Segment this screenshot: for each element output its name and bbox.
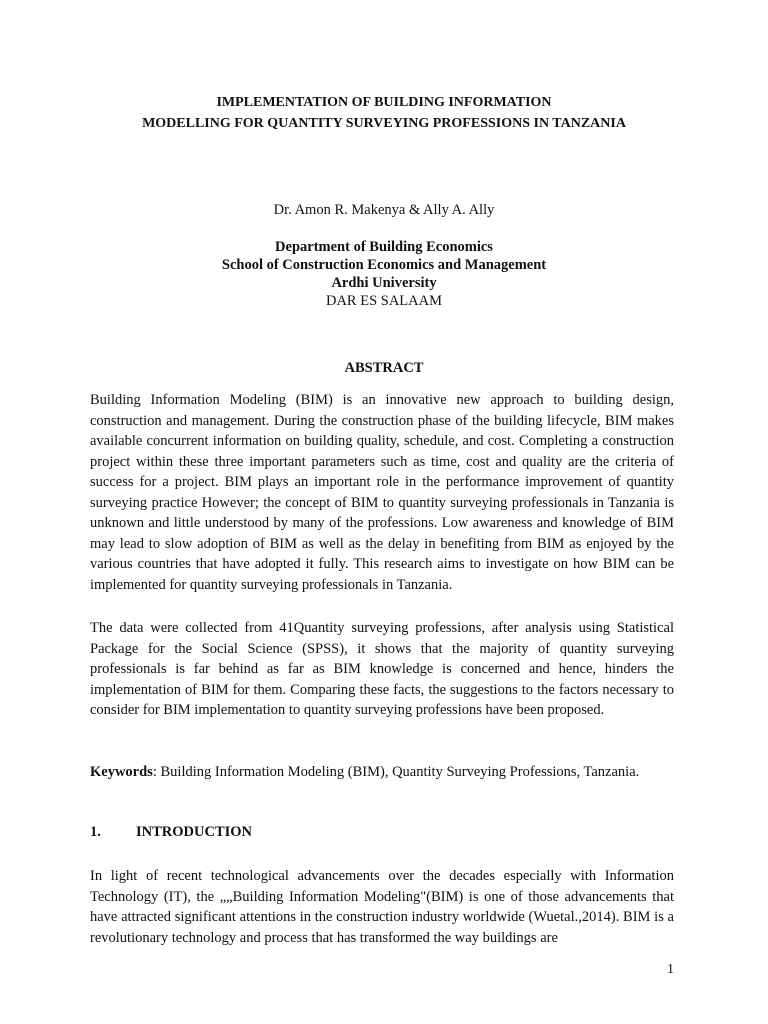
abstract-paragraph-2: The data were collected from 41Quantity surveying professions, after analysis using Statistical Package for the Social Science (SPSS), it shows that the majority of quantity surveying professionals is far behind as far as BIM knowledge is concerned and hence, hinders the implementation of BIM for them. Comparing these facts, the suggestions to the factors necessary to consider for BIM implementation to quantity surveying professions have been proposed. [90, 620, 674, 718]
affiliation-school: School of Construction Economics and Management [221, 257, 547, 273]
keywords-line [90, 762, 674, 783]
paper-title [0, 92, 768, 134]
affiliation-university: Ardhi University [331, 275, 437, 291]
page-number: 1 [667, 962, 674, 977]
affiliation-block [0, 238, 768, 310]
author-list: Dr. Amon R. Makenya & Ally A. Ally [273, 202, 495, 218]
section-heading-introduction [90, 823, 252, 841]
abstract-heading: ABSTRACT [344, 360, 424, 376]
introduction-paragraph: In light of recent technological advancements over the decades especially with Information Technology (IT), the „„Building Information Modeling"(BIM) is one of those advancements that have attracted significant attentions in the construction industry worldwide (Wuetal.,2014). BIM is a revolutionary technology and process that has transformed the way buildings are [90, 868, 674, 946]
paper-title-line-2: MODELLING FOR QUANTITY SURVEYING PROFESSIONS IN TANZANIA [142, 116, 626, 131]
keywords-label: Keywords [90, 764, 153, 780]
keywords-text: : Building Information Modeling (BIM), Quantity Surveying Professions, Tanzania. [152, 764, 640, 780]
section-number: 1. [90, 824, 101, 840]
affiliation-city: DAR ES SALAAM [325, 293, 442, 309]
affiliation-department: Department of Building Economics [275, 239, 493, 255]
section-title: INTRODUCTION [136, 824, 253, 840]
paper-title-line-1: IMPLEMENTATION OF BUILDING INFORMATION [216, 95, 552, 110]
abstract-paragraph-1: Building Information Modeling (BIM) is an innovative new approach to building design, construction and management. During the construction phase of the building lifecycle, BIM makes available concurrent information on building quality, schedule, and cost. Completing a construction project within these three important parameters such as time, cost and quality are the criteria of success for a project. BIM plays an important role in the performance improvement of quantity surveying practice However; the concept of BIM to quantity surveying professionals in Tanzania is unknown and little understood by many of the professions. Low awareness and knowledge of BIM may lead to slow adoption of BIM as well as the delay in benefiting from BIM as enjoyed by the various countries that have adopted it fully. This research aims to investigate on how BIM can be implemented for quantity surveying professionals in Tanzania. [90, 392, 674, 593]
